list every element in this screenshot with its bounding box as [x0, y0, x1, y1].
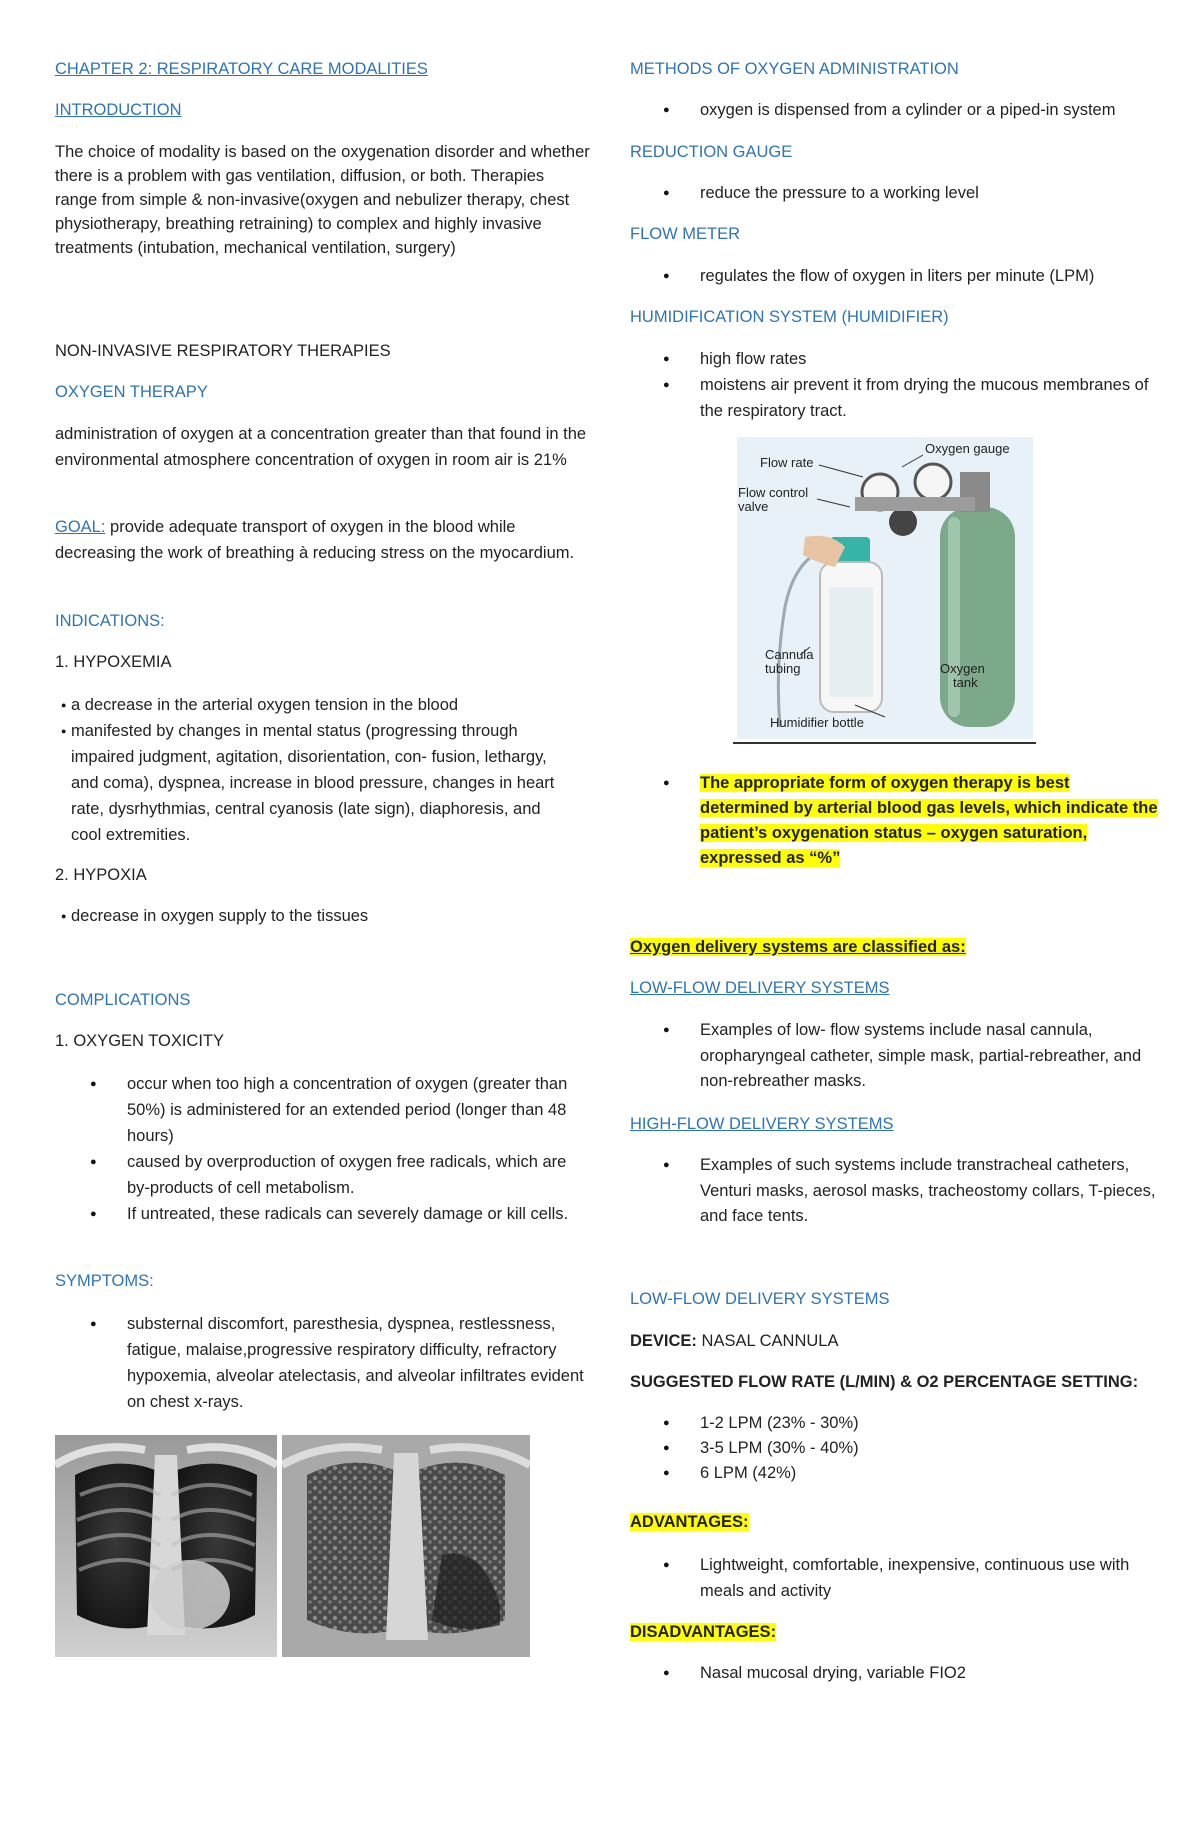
humidifier-heading: HUMIDIFICATION SYSTEM (HUMIDIFIER) [630, 308, 949, 326]
device-value: NASAL CANNULA [696, 1332, 839, 1350]
hypoxia-heading: 2. HYPOXIA [55, 866, 147, 884]
flow-meter-heading: FLOW METER [630, 225, 740, 243]
low-flow-heading-2: LOW-FLOW DELIVERY SYSTEMS [630, 1290, 890, 1308]
introduction-text: The choice of modality is based on the oxygenation disorder and whether there is a problem with gas ventilation, diffusion, or both. Therapies range from simple & non-invasive(oxygen and nebulizer therapy, chest physiotherapy, breathing retraining) to complex and highly invasive treatments (intubation, mechanical ventilation, surgery) [55, 143, 590, 257]
list-item: ● 6 LPM (42%) [630, 1461, 1165, 1486]
goal-text: provide adequate transport of oxygen in the blood while decreasing the work of breathing à reducing stress on the myocardium. [55, 518, 575, 562]
list-item: ● manifested by changes in mental status (progressing through impaired judgment, agitation, disorientation, con- fusion, lethargy, and coma), dyspnea, increase in blood pressure, changes in heart rate, dysrhythmias, central cyanosis (late sign), diaphoresis, and cool extremities. [29, 718, 564, 848]
symptoms-heading: SYMPTOMS: [55, 1272, 154, 1290]
suggested-flow-heading: SUGGESTED FLOW RATE (L/MIN) & O2 PERCENTAGE SETTING: [630, 1373, 1139, 1391]
oxygen-toxicity-heading: 1. OXYGEN TOXICITY [55, 1032, 225, 1050]
symptoms-list [55, 1311, 585, 1415]
reduction-list [630, 181, 1165, 206]
indications-heading: INDICATIONS: [55, 612, 165, 630]
hypoxemia-list [29, 692, 564, 848]
humidifier-list [630, 346, 1165, 424]
list-item: ● oxygen is dispensed from a cylinder or a piped-in system [630, 98, 1165, 123]
methods-list [630, 98, 1165, 123]
list-item: ● high flow rates [630, 346, 1165, 372]
introduction-heading: INTRODUCTION [55, 101, 182, 119]
high-flow-list [630, 1153, 1165, 1230]
advantages-heading [630, 1510, 1165, 1535]
low-flow-heading: LOW-FLOW DELIVERY SYSTEMS [630, 979, 890, 997]
methods-heading: METHODS OF OXYGEN ADMINISTRATION [630, 60, 959, 78]
flow-rate-list [630, 1411, 1165, 1486]
list-item: ● substernal discomfort, paresthesia, dyspnea, restlessness, fatigue, malaise,progressive respiratory difficulty, refractory hypoxemia, alveolar atelectasis, and alveolar infiltrates evident on chest x-rays. [55, 1311, 585, 1415]
advantages-list [630, 1552, 1165, 1604]
disadvantages-heading [630, 1620, 1165, 1645]
oxygen-therapy-text: administration of oxygen at a concentration greater than that found in the environmental atmosphere concentration of oxygen in room air is 21% [55, 425, 587, 469]
list-item: ● caused by overproduction of oxygen free radicals, which are by-products of cell metabolism. [55, 1149, 585, 1201]
list-item: ● regulates the flow of oxygen in liters per minute (LPM) [630, 264, 1165, 289]
oxygen-therapy-heading: OXYGEN THERAPY [55, 383, 208, 401]
list-item: ● a decrease in the arterial oxygen tension in the blood [29, 692, 564, 718]
list-item: ● 1-2 LPM (23% - 30%) [630, 1411, 1165, 1436]
abg-note-text: The appropriate form of oxygen therapy is best determined by arterial blood gas levels, which indicate the patient’s oxygenation status – oxygen saturation, expressed as “%” [700, 774, 1158, 867]
disadvantages-list [630, 1661, 1165, 1686]
chest-xray-abnormal-image [282, 1435, 530, 1657]
flow-control-label: Flow control [738, 485, 809, 500]
chest-xray-normal-image [55, 1435, 277, 1657]
high-flow-heading: HIGH-FLOW DELIVERY SYSTEMS [630, 1115, 894, 1133]
chapter-title: CHAPTER 2: RESPIRATORY CARE MODALITIES [55, 60, 428, 78]
list-item: ● occur when too high a concentration of oxygen (greater than 50%) is administered for an extended period (longer than 48 hours) [55, 1071, 585, 1149]
complications-heading: COMPLICATIONS [55, 991, 191, 1009]
flow-meter-list [630, 264, 1165, 289]
list-item: ● If untreated, these radicals can severely damage or kill cells. [55, 1201, 585, 1227]
hypoxia-list [29, 904, 564, 929]
figure-rule [733, 742, 1036, 744]
flow-rate-label: Flow rate [760, 455, 814, 470]
list-item: ● Lightweight, comfortable, inexpensive, continuous use with meals and activity [630, 1552, 1165, 1604]
oxygen-equipment-figure [735, 437, 1035, 742]
disadvantages-heading-text: DISADVANTAGES: [630, 1623, 777, 1641]
list-item: ● 3-5 LPM (30% - 40%) [630, 1436, 1165, 1461]
low-flow-list [630, 1018, 1165, 1095]
advantages-heading-text: ADVANTAGES: [630, 1513, 749, 1531]
tubing-label: tubing [765, 661, 801, 676]
oxygen-tank-label-2: tank [953, 675, 978, 690]
device-label: DEVICE: [630, 1332, 697, 1350]
list-item: ● Nasal mucosal drying, variable FIO2 [630, 1661, 1165, 1686]
abg-note-list [630, 771, 1160, 871]
reduction-gauge-heading: REDUCTION GAUGE [630, 143, 793, 161]
list-item: ● reduce the pressure to a working level [630, 181, 1165, 206]
toxicity-list [55, 1071, 585, 1227]
list-item: ● moistens air prevent it from drying the mucous membranes of the respiratory tract. [630, 372, 1165, 424]
goal-label: GOAL: [55, 518, 106, 536]
classified-heading [630, 935, 1165, 960]
list-item: ● Examples of such systems include transtracheal catheters, Venturi masks, aerosol masks, tracheostomy collars, T-pieces, and face tents. [630, 1153, 1165, 1230]
valve-label: valve [738, 499, 769, 514]
abg-note [630, 771, 1160, 871]
cannula-label: Cannula [765, 647, 814, 662]
humidifier-bottle-label: Humidifier bottle [770, 715, 864, 730]
classified-heading-text: Oxygen delivery systems are classified as: [630, 938, 966, 956]
oxygen-gauge-label: Oxygen gauge [925, 441, 1010, 456]
noninvasive-heading: NON-INVASIVE RESPIRATORY THERAPIES [55, 342, 391, 360]
device-line [630, 1329, 1165, 1354]
hypoxemia-heading: 1. HYPOXEMIA [55, 653, 172, 671]
goal-paragraph [55, 514, 590, 566]
oxygen-tank-label-1: Oxygen [940, 661, 985, 676]
list-item: ● Examples of low- flow systems include nasal cannula, oropharyngeal catheter, simple mask, partial-rebreather, and non-rebreather masks. [630, 1018, 1165, 1095]
list-item: ● decrease in oxygen supply to the tissues [29, 904, 564, 929]
